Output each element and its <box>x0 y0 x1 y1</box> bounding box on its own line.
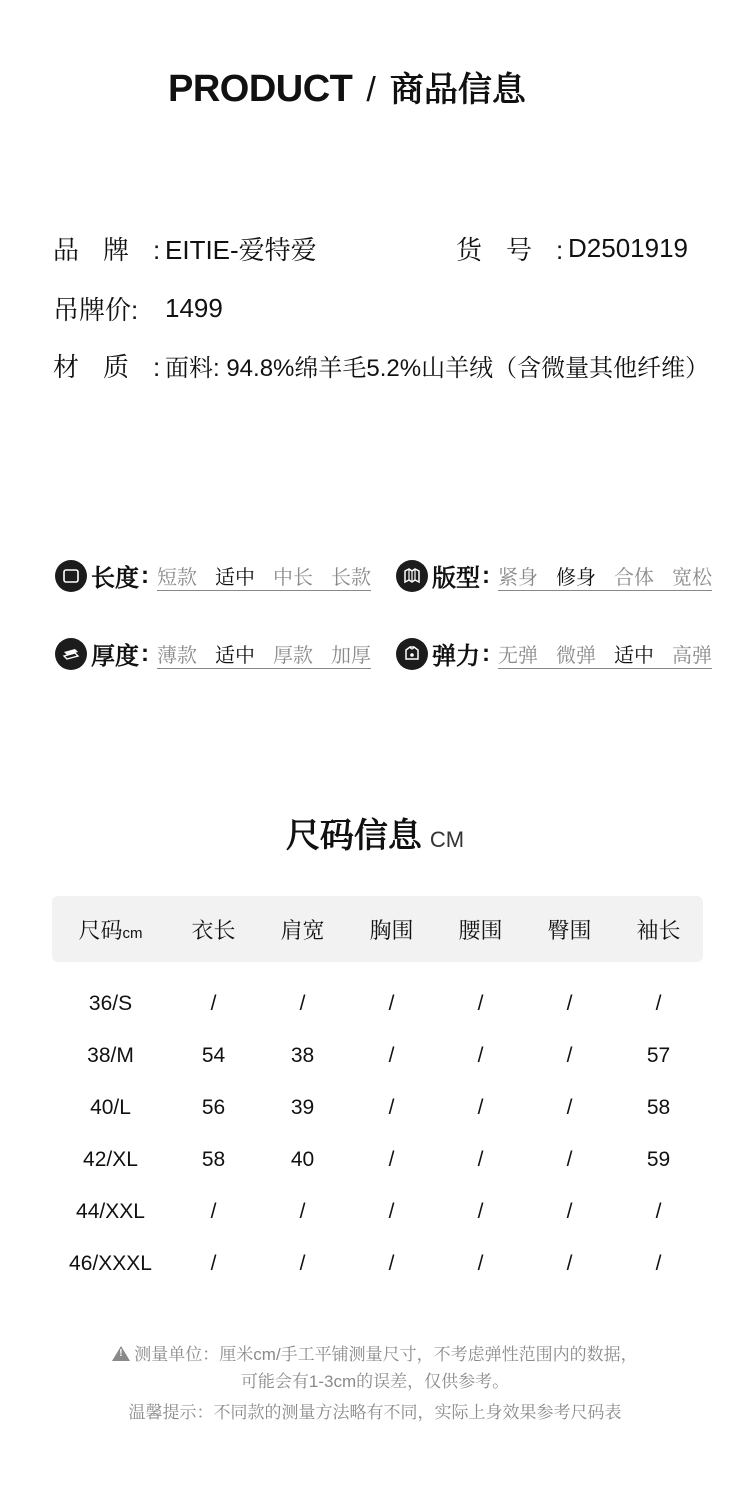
table-cell: / <box>388 1252 395 1275</box>
table-cell: / <box>566 992 573 1015</box>
table-cell: / <box>210 1200 217 1223</box>
option-thickness-extra-thick: 加厚 <box>331 644 371 667</box>
table-cell: / <box>299 1200 306 1223</box>
note-line1-text: 测量单位：厘米cm/手工平铺测量尺寸，不考虑弹性范围内的数据， <box>134 1345 638 1364</box>
table-cell: / <box>210 992 217 1015</box>
table-cell: / <box>388 992 395 1015</box>
brand-value: EITIE-爱特爱 <box>165 235 317 265</box>
option-fit-regular: 合体 <box>614 566 654 589</box>
header-chest: 胸围 <box>369 917 414 943</box>
thickness-icon <box>55 638 87 670</box>
attribute-thickness-options <box>157 639 371 669</box>
table-cell: / <box>299 1252 306 1275</box>
option-length-medium: 适中 <box>215 566 255 589</box>
header-sleeve: 袖长 <box>636 917 681 943</box>
table-cell: / <box>388 1200 395 1223</box>
attribute-fit-options <box>498 561 712 591</box>
elasticity-icon <box>396 638 428 670</box>
table-row <box>52 1030 703 1082</box>
header-length: 衣长 <box>191 917 236 943</box>
table-cell: 40 <box>290 1148 315 1171</box>
size-info-heading <box>0 808 750 857</box>
table-cell: / <box>566 1096 573 1119</box>
table-row <box>52 1082 703 1134</box>
table-cell: 54 <box>201 1044 226 1067</box>
brand-label: 品牌: <box>53 235 185 265</box>
table-cell: / <box>566 1200 573 1223</box>
table-row <box>52 1238 703 1290</box>
title-english: PRODUCT <box>168 68 353 110</box>
header-size-label: 尺码 <box>78 917 123 943</box>
table-cell: / <box>477 1252 484 1275</box>
table-cell: 44/XXL <box>76 1200 145 1223</box>
table-cell: / <box>477 1044 484 1067</box>
header-waist: 腰围 <box>458 917 503 943</box>
table-cell: / <box>210 1252 217 1275</box>
material-row <box>53 347 709 384</box>
table-cell: 39 <box>290 1096 315 1119</box>
option-elasticity-none: 无弹 <box>498 644 538 667</box>
measurement-note-line2: 可能会有1-3cm的误差，仅供参考。 <box>240 1372 510 1391</box>
option-fit-loose: 宽松 <box>672 566 712 589</box>
header-hip: 臀围 <box>547 917 592 943</box>
table-cell: 59 <box>646 1148 671 1171</box>
table-cell: / <box>655 1200 662 1223</box>
item-number-value: D2501919 <box>568 233 688 263</box>
attribute-elasticity-options <box>498 639 712 669</box>
table-cell: 38/M <box>87 1044 134 1067</box>
size-table-body <box>52 978 703 1290</box>
table-cell: 57 <box>646 1044 671 1067</box>
table-row <box>52 1134 703 1186</box>
header-size-unit: cm <box>122 924 143 942</box>
attribute-length-options <box>157 561 371 591</box>
attribute-thickness <box>55 636 371 671</box>
attribute-length <box>55 558 371 593</box>
attribute-fit <box>396 558 712 593</box>
table-cell: / <box>566 1148 573 1171</box>
table-cell: / <box>477 1096 484 1119</box>
table-cell: 58 <box>646 1096 671 1119</box>
option-thickness-thin: 薄款 <box>157 644 197 667</box>
table-cell: 42/XL <box>83 1148 138 1171</box>
attribute-elasticity <box>396 636 712 671</box>
price-label: 吊牌价: <box>53 295 139 325</box>
table-cell: / <box>566 1252 573 1275</box>
attribute-colon: : <box>482 561 490 589</box>
table-cell: / <box>388 1096 395 1119</box>
material-value: 面料: 94.8%绵羊毛5.2%山羊绒（含微量其他纤维） <box>165 355 710 382</box>
option-length-short: 短款 <box>157 566 197 589</box>
item-number-label: 货号: <box>456 235 588 265</box>
attribute-fit-label: 版型 <box>432 565 480 592</box>
option-fit-tight: 紧身 <box>498 566 538 589</box>
option-fit-slim: 修身 <box>556 566 596 589</box>
option-thickness-medium: 适中 <box>215 644 255 667</box>
table-cell: 56 <box>201 1096 226 1119</box>
attribute-colon: : <box>141 639 149 667</box>
option-elasticity-high: 高弹 <box>672 644 712 667</box>
table-cell: 36/S <box>88 992 133 1015</box>
table-cell: / <box>477 1148 484 1171</box>
length-icon <box>55 560 87 592</box>
attribute-colon: : <box>141 561 149 589</box>
option-length-mid-long: 中长 <box>273 566 313 589</box>
title-slash: / <box>366 71 376 109</box>
attribute-elasticity-label: 弹力 <box>432 643 480 670</box>
table-cell: 40/L <box>90 1096 131 1119</box>
table-row <box>52 1186 703 1238</box>
table-cell: / <box>299 992 306 1015</box>
size-table-header <box>52 896 703 962</box>
table-cell: / <box>655 1252 662 1275</box>
size-info-unit: CM <box>429 827 465 852</box>
table-cell: / <box>388 1148 395 1171</box>
attribute-thickness-label: 厚度 <box>91 643 139 670</box>
option-elasticity-slight: 微弹 <box>556 644 596 667</box>
option-elasticity-medium: 适中 <box>614 644 654 667</box>
option-length-long: 长款 <box>331 566 371 589</box>
warning-icon <box>112 1346 130 1361</box>
table-cell: 58 <box>201 1148 226 1171</box>
page-title <box>168 62 526 111</box>
header-size <box>52 914 169 945</box>
measurement-note-line1 <box>0 1340 750 1365</box>
brand-row <box>53 230 317 267</box>
size-info-title: 尺码信息 <box>285 817 422 855</box>
header-shoulder: 肩宽 <box>280 917 325 943</box>
option-thickness-thick: 厚款 <box>273 644 313 667</box>
item-number-row <box>456 230 688 267</box>
price-row <box>53 290 223 327</box>
attribute-length-label: 长度 <box>91 565 139 592</box>
table-row <box>52 978 703 1030</box>
table-cell: 46/XXXL <box>69 1252 152 1275</box>
size-table <box>52 896 703 1290</box>
tip-note: 温馨提示：不同款的测量方法略有不同，实际上身效果参考尺码表 <box>128 1403 622 1422</box>
table-cell: / <box>477 1200 484 1223</box>
attribute-colon: : <box>482 639 490 667</box>
table-cell: / <box>566 1044 573 1067</box>
fit-icon <box>396 560 428 592</box>
price-value: 1499 <box>165 293 223 323</box>
title-chinese: 商品信息 <box>389 71 526 109</box>
table-cell: / <box>477 992 484 1015</box>
table-cell: / <box>655 992 662 1015</box>
table-cell: 38 <box>290 1044 315 1067</box>
material-label: 材质: <box>53 352 185 382</box>
table-cell: / <box>388 1044 395 1067</box>
